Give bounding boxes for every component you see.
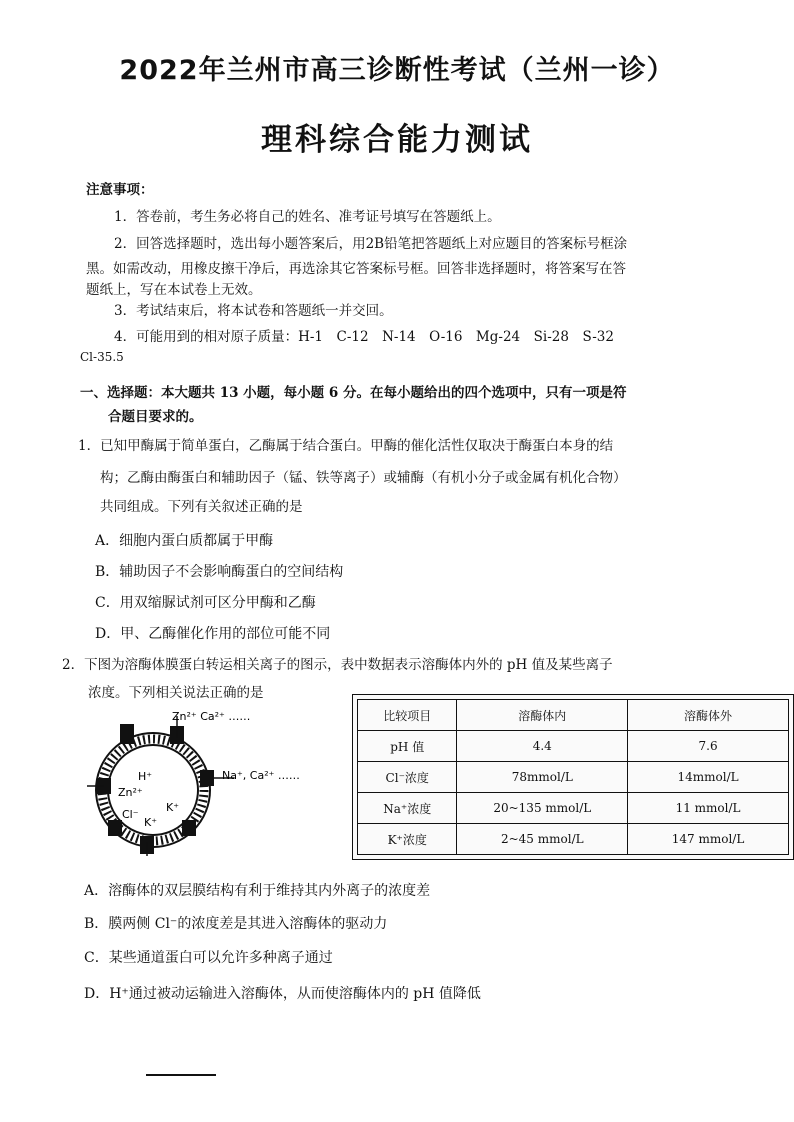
exam-subtitle: 理科综合能力测试 <box>261 122 533 158</box>
table-cell: 20~135 mmol/L <box>457 793 628 824</box>
channel-protein <box>120 724 134 744</box>
table-cell: Cl⁻浓度 <box>358 762 457 793</box>
ion-table-frame <box>352 694 794 860</box>
channel-protein <box>182 820 196 836</box>
diagram-label-k: K⁺ <box>166 801 180 814</box>
q2-option-c: C．某些通道蛋白可以允许多种离子通过 <box>84 950 333 966</box>
table-cell: 14mmol/L <box>628 762 789 793</box>
table-cell: 7.6 <box>628 731 789 762</box>
table-header-cell: 比较项目 <box>358 700 457 731</box>
q1-stem: 共同组成。下列有关叙述正确的是 <box>100 499 303 515</box>
table-cell: K⁺浓度 <box>358 824 457 855</box>
q2-option-d: D．H⁺通过被动运输进入溶酶体，从而使溶酶体内的 pH 值降低 <box>84 986 481 1002</box>
q1-stem: 1．已知甲酶属于简单蛋白，乙酶属于结合蛋白。甲酶的催化活性仅取决于酶蛋白本身的结 <box>78 438 614 454</box>
section-heading-cont: 合题目要求的。 <box>108 409 203 425</box>
channel-protein <box>200 770 214 786</box>
lysosome-diagram <box>82 708 322 868</box>
section-heading: 一、选择题：本大题共 13 小题，每小题 6 分。在每小题给出的四个选项中，只有一项是符 <box>80 385 627 401</box>
footer-rule <box>146 1074 216 1076</box>
notice-item: 2．回答选择题时，选出每小题答案后，用2B铅笔把答题纸上对应题目的答案标号框涂 <box>114 236 628 252</box>
table-cell: 147 mmol/L <box>628 824 789 855</box>
table-row <box>358 731 789 762</box>
exam-title: 2022年兰州市高三诊断性考试（兰州一诊） <box>119 55 675 86</box>
q2-option-a: A．溶酶体的双层膜结构有利于维持其内外离子的浓度差 <box>84 883 431 899</box>
notice-item: 1．答卷前，考生务必将自己的姓名、准考证号填写在答题纸上。 <box>114 209 501 225</box>
q1-option-b: B．辅助因子不会影响酶蛋白的空间结构 <box>95 564 344 580</box>
table-cell: Na⁺浓度 <box>358 793 457 824</box>
table-cell: 2~45 mmol/L <box>457 824 628 855</box>
q1-option-d: D．甲、乙酶催化作用的部位可能不同 <box>95 626 331 642</box>
q1-stem: 构；乙酶由酶蛋白和辅助因子（锰、铁等离子）或辅酶（有机小分子或金属有机化合物） <box>100 470 627 486</box>
table-header-cell: 溶酶体外 <box>628 700 789 731</box>
notice-item: 3．考试结束后，将本试卷和答题纸一并交回。 <box>114 303 393 319</box>
table-row <box>358 762 789 793</box>
notice-item: 黑。如需改动，用橡皮擦干净后，再选涂其它答案标号框。回答非选择题时，将答案写在答 <box>86 261 626 277</box>
diagram-label-k2: K⁺ <box>144 816 158 829</box>
channel-protein <box>108 820 122 836</box>
diagram-label-right: Na⁺, Ca²⁺ …… <box>222 769 300 782</box>
notice-item: Cl-35.5 <box>80 350 124 364</box>
table-cell: 4.4 <box>457 731 628 762</box>
notice-item: 题纸上，写在本试卷上无效。 <box>86 282 262 298</box>
diagram-label-top: Zn²⁺ Ca²⁺ …… <box>172 710 251 723</box>
q2-stem: 浓度。下列相关说法正确的是 <box>88 685 264 701</box>
notice-heading: 注意事项： <box>86 182 154 198</box>
table-cell: 78mmol/L <box>457 762 628 793</box>
q1-option-a: A．细胞内蛋白质都属于甲酶 <box>95 533 274 549</box>
q2-option-b: B．膜两侧 Cl⁻的浓度差是其进入溶酶体的驱动力 <box>84 916 388 932</box>
table-row <box>358 793 789 824</box>
ion-concentration-table <box>357 699 789 855</box>
notice-item: 4．可能用到的相对原子质量：H-1 C-12 N-14 O-16 Mg-24 Si-28 S-32 <box>114 329 614 345</box>
diagram-label-cl: Cl⁻ <box>122 808 139 821</box>
table-row <box>358 824 789 855</box>
diagram-label-zn: Zn²⁺ <box>118 786 143 799</box>
table-cell: 11 mmol/L <box>628 793 789 824</box>
q1-option-c: C．用双缩脲试剂可区分甲酶和乙酶 <box>95 595 316 611</box>
table-header-row <box>358 700 789 731</box>
diagram-label-h: H⁺ <box>138 770 153 783</box>
table-cell: pH 值 <box>358 731 457 762</box>
table-header-cell: 溶酶体内 <box>457 700 628 731</box>
q2-stem: 2．下图为溶酶体膜蛋白转运相关离子的图示，表中数据表示溶酶体内外的 pH 值及某些离子 <box>62 657 613 673</box>
